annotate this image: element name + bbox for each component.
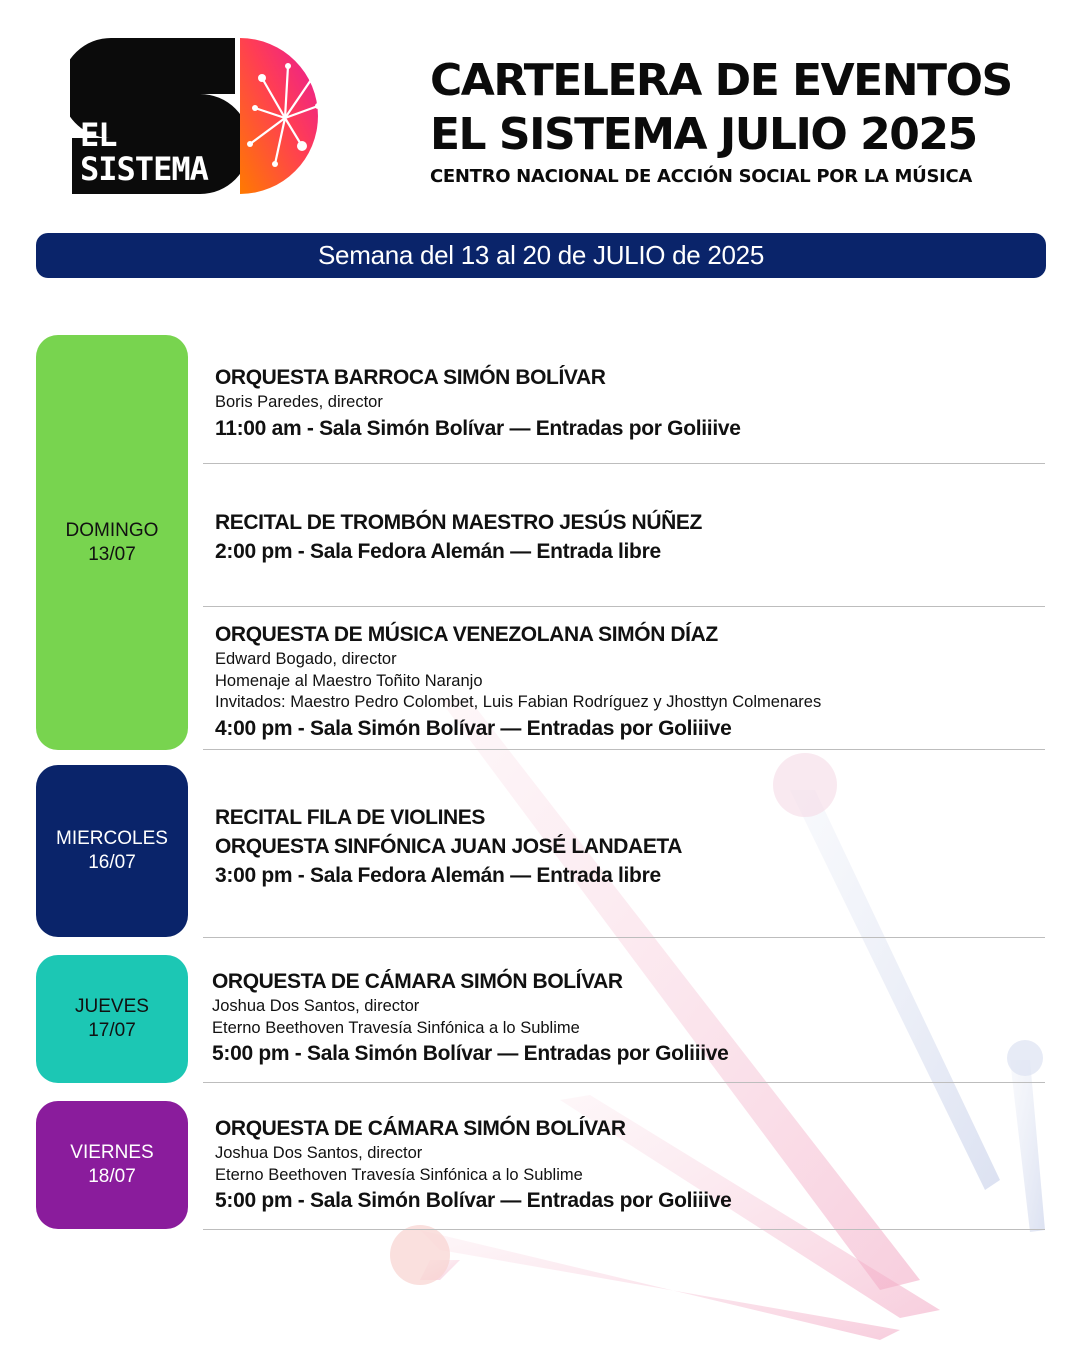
day-date: 13/07	[88, 543, 136, 565]
page-subtitle: CENTRO NACIONAL DE ACCIÓN SOCIAL POR LA MÚSICA	[430, 166, 973, 187]
event-title: ORQUESTA DE CÁMARA SIMÓN BOLÍVAR	[212, 970, 623, 993]
baton-knob	[390, 1225, 450, 1285]
day-name: VIERNES	[70, 1142, 154, 1163]
day-date: 17/07	[88, 1020, 136, 1041]
day-date: 18/07	[88, 1166, 136, 1187]
event-time-venue: 5:00 pm - Sala Simón Bolívar — Entradas por Goliiive	[215, 1189, 732, 1212]
event-program: Eterno Beethoven Travesía Sinfónica a lo Sublime	[215, 1165, 583, 1184]
page-title-line1: CARTELERA DE EVENTOS	[430, 55, 1012, 106]
week-banner: Semana del 13 al 20 de JULIO de 2025	[36, 233, 1046, 278]
event-time-venue: 11:00 am - Sala Simón Bolívar — Entradas por Goliiive	[215, 416, 741, 440]
event-time-venue: 2:00 pm - Sala Fedora Alemán — Entrada libre	[215, 540, 661, 563]
event-director: Joshua Dos Santos, director	[212, 997, 420, 1015]
event-title: RECITAL DE TROMBÓN MAESTRO JESÚS NÚÑEZ	[215, 511, 702, 534]
day-badge-jueves	[36, 955, 188, 1083]
day-date: 16/07	[88, 852, 136, 873]
event-block	[203, 464, 1045, 607]
event-title: ORQUESTA DE CÁMARA SIMÓN BOLÍVAR	[215, 1117, 626, 1140]
event-time-venue: 3:00 pm - Sala Fedora Alemán — Entrada libre	[215, 864, 661, 887]
event-block	[203, 335, 1045, 464]
event-title: ORQUESTA BARROCA SIMÓN BOLÍVAR	[215, 366, 606, 389]
event-director: Boris Paredes, director	[215, 393, 383, 411]
event-tribute: Homenaje al Maestro Toñito Naranjo	[215, 671, 483, 690]
event-director: Joshua Dos Santos, director	[215, 1144, 423, 1162]
event-guests: Invitados: Maestro Pedro Colombet, Luis Fabian Rodríguez y Jhosttyn Colmenares	[215, 693, 822, 711]
page-title-line2: EL SISTEMA JULIO 2025	[430, 109, 977, 160]
event-title-line2: ORQUESTA SINFÓNICA JUAN JOSÉ LANDAETA	[215, 835, 683, 858]
event-block	[203, 607, 1045, 750]
day-name: MIERCOLES	[56, 828, 168, 849]
page-header	[430, 54, 1012, 190]
event-director: Edward Bogado, director	[215, 650, 397, 668]
event-block	[203, 1083, 1045, 1230]
event-block	[203, 750, 1045, 938]
event-title: RECITAL FILA DE VIOLINES	[215, 806, 486, 829]
day-badge-miercoles	[36, 765, 188, 937]
logo-word-el: EL	[80, 116, 117, 154]
day-name: DOMINGO	[65, 519, 159, 541]
event-block	[203, 938, 1045, 1083]
day-name: JUEVES	[75, 996, 149, 1017]
logo-wordmark	[80, 118, 208, 186]
logo-word-sistema: SISTEMA	[80, 150, 208, 188]
day-badge-viernes	[36, 1101, 188, 1229]
event-program: Eterno Beethoven Travesía Sinfónica a lo Sublime	[212, 1018, 580, 1037]
day-badge-domingo	[36, 335, 188, 750]
event-time-venue: 5:00 pm - Sala Simón Bolívar — Entradas por Goliiive	[212, 1042, 729, 1065]
event-title: ORQUESTA DE MÚSICA VENEZOLANA SIMÓN DÍAZ	[215, 623, 718, 646]
event-time-venue: 4:00 pm - Sala Simón Bolívar — Entradas por Goliiive	[215, 716, 732, 740]
